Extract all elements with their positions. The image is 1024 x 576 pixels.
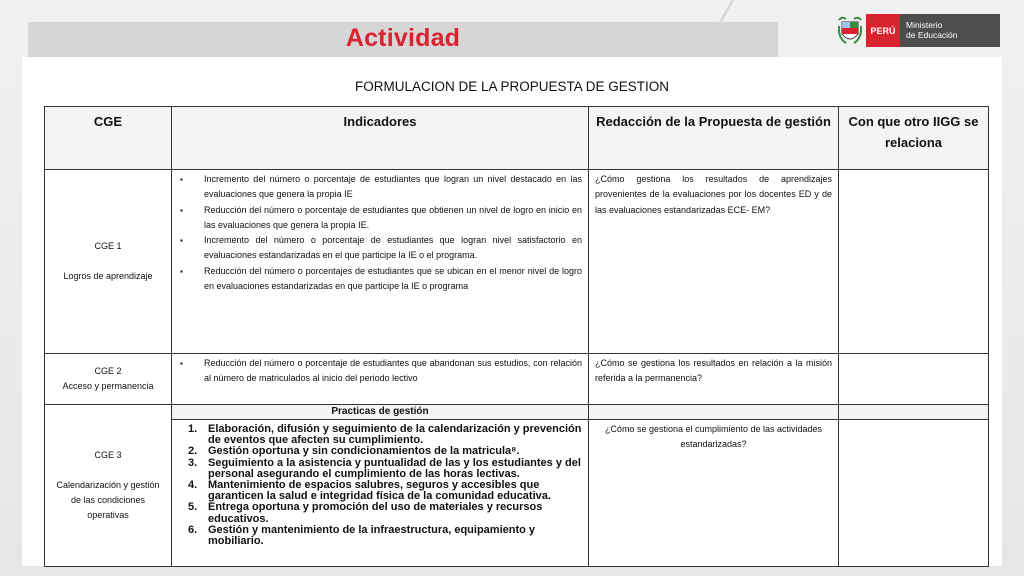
ministry-line-1: Ministerio <box>906 20 943 30</box>
cge1-cell <box>45 170 172 354</box>
cge2-code: CGE 2 <box>94 366 122 376</box>
cge1-proposal: ¿Cómo gestiona los resultados de aprendizajes provenientes de la evaluaciones por los docentes ED y de las evaluaciones estandarizadas ECE- EM? <box>595 174 832 215</box>
cge1-proposal-cell <box>589 170 839 354</box>
cge2-related <box>839 354 989 405</box>
practices-list <box>172 420 588 547</box>
table-row-cge2 <box>45 354 989 405</box>
cge1-related <box>839 170 989 354</box>
cge3-name: Calendarización y gestión de las condiciones operativas <box>56 480 160 520</box>
cge1-indicator: ▪ Incremento del número o porcentaje de estudiantes que logran nivel satisfactorio en evaluaciones estandarizadas en el que participe la IE o el programa. <box>176 233 582 264</box>
cge1-indicator: ▪ Reducción del número o porcentaje de estudiantes que obtienen un nivel de logro en inicio en las evaluaciones que genera la propia IE. <box>176 203 582 234</box>
cge1-code: CGE 1 <box>94 241 122 251</box>
cge3-cell <box>45 405 172 567</box>
header-proposal: Redacción de la Propuesta de gestión <box>589 107 839 170</box>
practices-header: Practicas de gestión <box>172 405 588 420</box>
cge3-related-cell <box>839 405 989 567</box>
table-row-cge1 <box>45 170 989 354</box>
cge2-cell <box>45 354 172 405</box>
ministry-logo <box>838 14 1000 47</box>
table-header-row <box>45 107 989 170</box>
cge1-name: Logros de aprendizaje <box>63 271 153 281</box>
cge1-indicator: ▪ Reducción del número o porcentajes de estudiantes que se ubican en el menor nivel de logro en evaluaciones estandarizadas en que participe la IE o programa <box>176 264 582 295</box>
cge1-indicator: ▪ Incremento del número o porcentaje de estudiantes que logran un nivel destacado en las evaluaciones que genera la propia IE <box>176 172 582 203</box>
cge3-proposal-shade <box>589 405 838 420</box>
slide-title: Actividad <box>345 24 461 52</box>
practice-item: 4. Mantenimiento de espacios salubres, seguros y accesibles que garanticen la salud e integridad física de la comunidad educativa. <box>188 479 551 503</box>
coat-of-arms-icon <box>838 16 862 46</box>
header-cge: CGE <box>45 107 172 170</box>
peru-label: PERÚ <box>866 14 900 47</box>
cge2-indicator: ▪ Reducción del número o porcentaje de estudiantes que abandonan sus estudios, con relación al número de matriculados al inicio del periodo lectivo <box>176 356 582 387</box>
table-row-cge3 <box>45 405 989 567</box>
ministry-line-2: de Educación <box>906 30 958 40</box>
cge2-proposal-cell <box>589 354 839 405</box>
cge2-indicators <box>172 354 589 405</box>
cge3-proposal-cell <box>589 405 839 567</box>
practice-item: 5. Entrega oportuna y promoción del uso de materiales y recursos educativos. <box>188 501 543 525</box>
header-indicators: Indicadores <box>172 107 589 170</box>
proposal-table <box>44 106 989 567</box>
cge2-name: Acceso y permanencia <box>62 381 154 391</box>
practice-item: 1. Elaboración, difusión y seguimiento de la calendarización y prevención de eventos que afecten su cumplimiento. <box>188 423 582 447</box>
cge3-proposal: ¿Cómo se gestiona el cumplimiento de las actividades estandarizadas? <box>604 424 823 449</box>
ministry-label <box>900 14 1000 47</box>
cge2-proposal: ¿Cómo se gestiona los resultados en relación a la misión referida a la permanencia? <box>595 358 832 384</box>
practice-item: 2. Gestión oportuna y sin condicionamientos de la matricula⁸. <box>188 445 520 458</box>
header-related: Con que otro IIGG se relaciona <box>839 107 989 170</box>
practice-item: 6. Gestión y mantenimiento de la infraestructura, equipamiento y mobiliario. <box>188 523 536 548</box>
practice-item: 3. Seguimiento a la asistencia y puntualidad de las y los estudiantes y del personal asegurando el cumplimiento de las horas lectivas. <box>188 456 581 480</box>
cge1-indicators <box>172 170 589 354</box>
cge3-practices-cell <box>172 405 589 567</box>
table-subtitle: FORMULACION DE LA PROPUESTA DE GESTION <box>354 79 670 94</box>
cge3-code: CGE 3 <box>94 450 122 460</box>
cge3-related-shade <box>839 405 988 420</box>
